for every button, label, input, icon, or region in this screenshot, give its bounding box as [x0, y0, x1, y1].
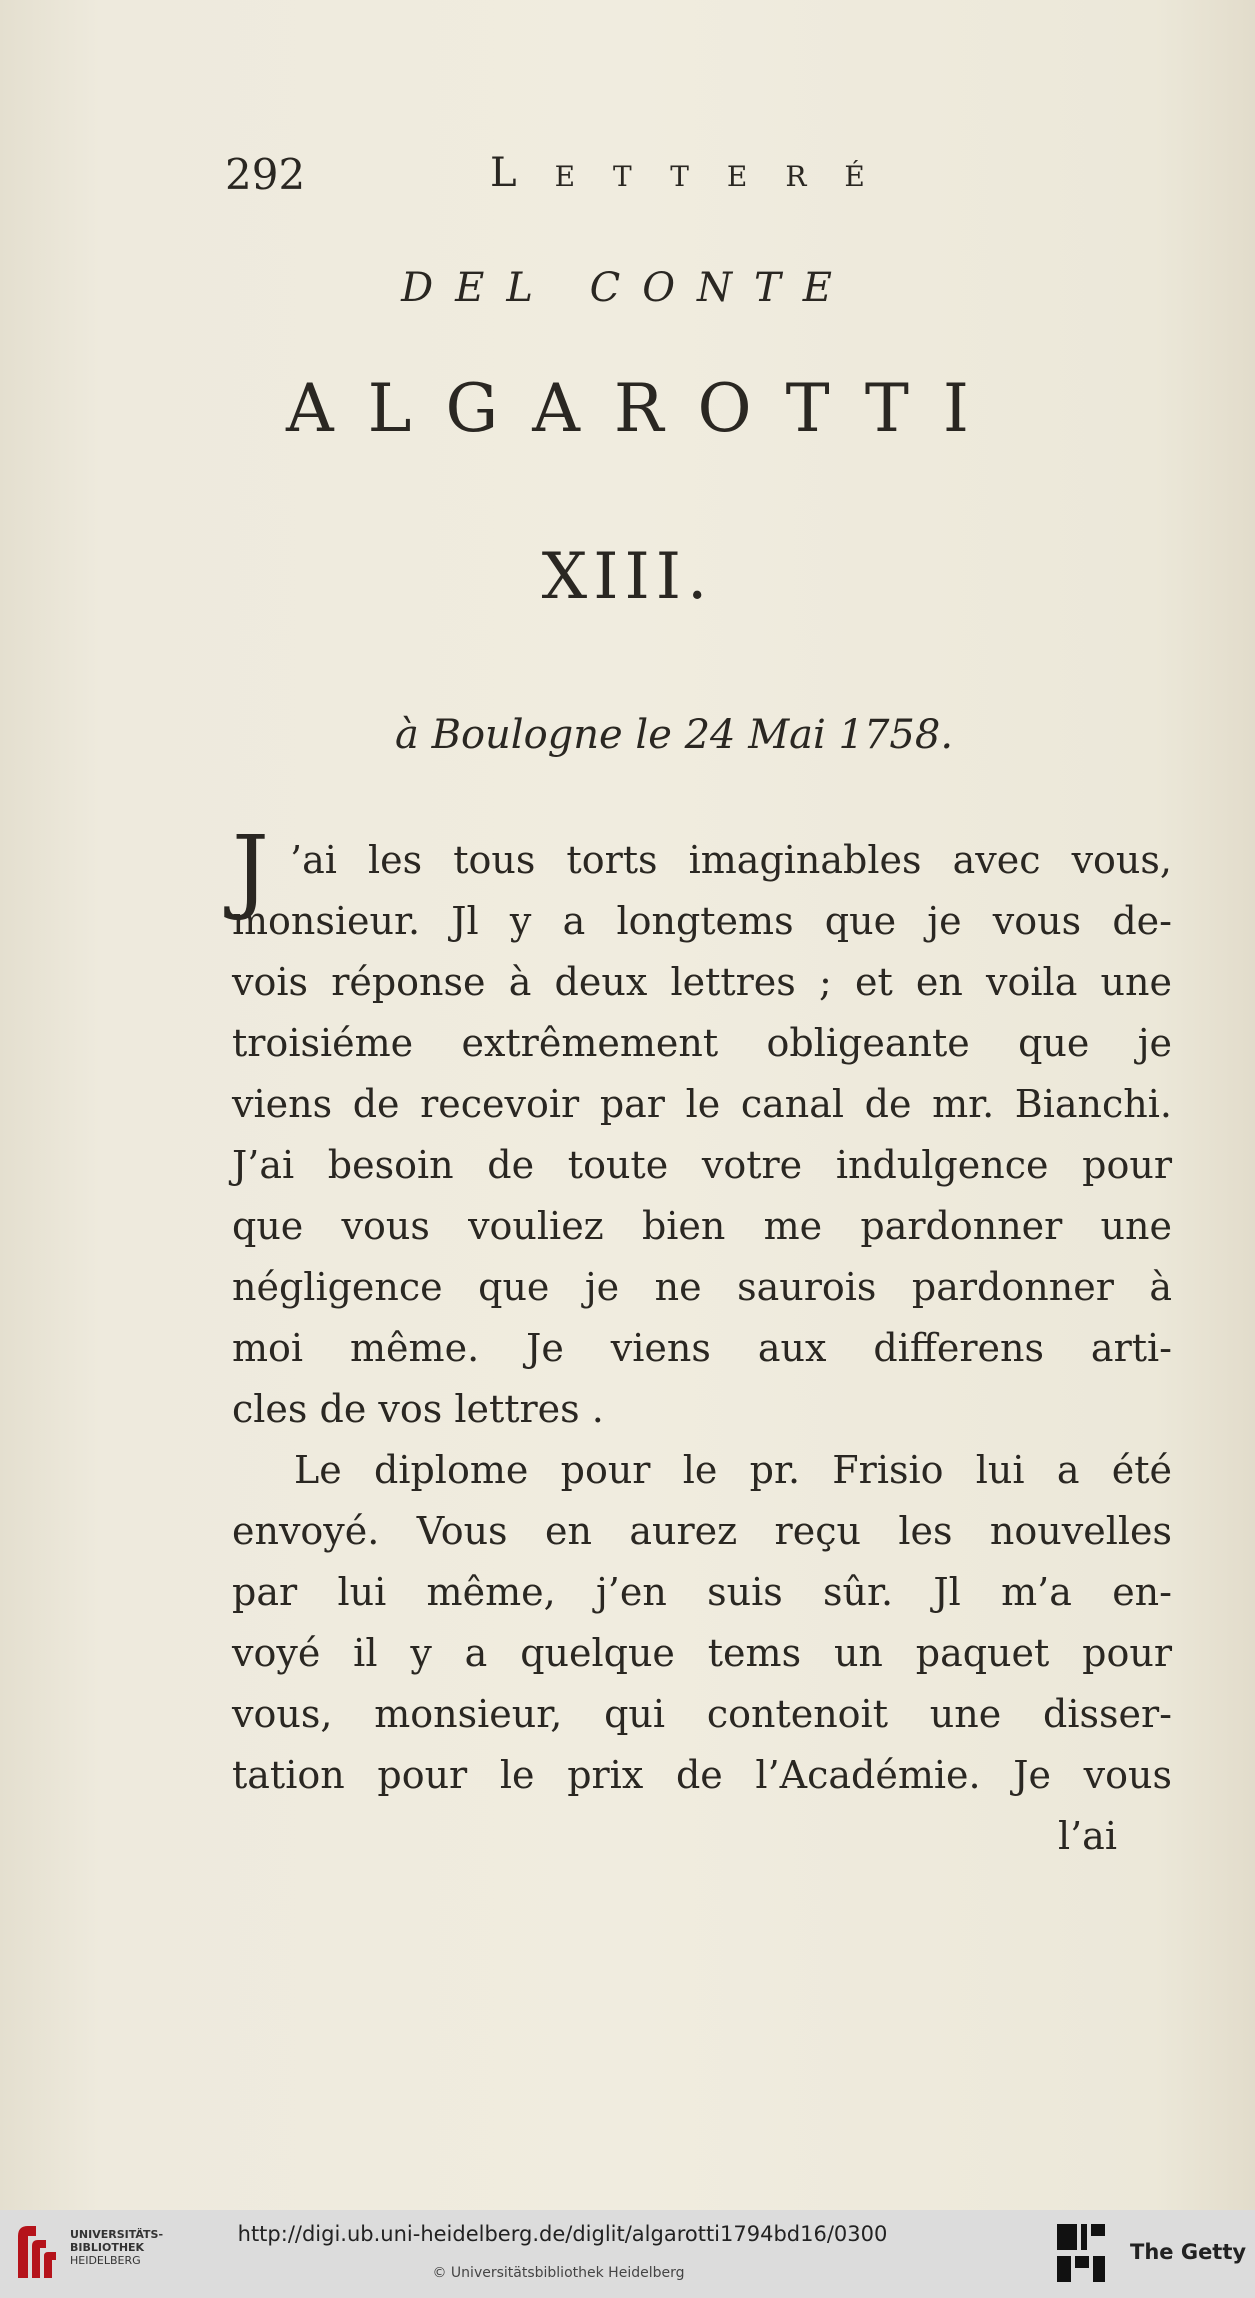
getty-logo-icon[interactable]: [1055, 2222, 1107, 2284]
text-line: envoyé. Vous en aurez reçu les nouvelles: [232, 1509, 1172, 1553]
text-line: cles de vos lettres .: [232, 1387, 604, 1431]
catchword: l’ai: [1057, 1814, 1117, 1858]
text-line: négligence que je ne saurois pardonner à: [232, 1265, 1172, 1309]
text-line: par lui même, j’en suis sûr. Jl m’a en-: [232, 1570, 1172, 1614]
title-line-del-conte: DEL CONTE: [401, 265, 854, 311]
title-line-algarotti: ALGAROTTI: [285, 370, 1004, 447]
page-number: 292: [225, 150, 306, 199]
text-line: voyé il y a quelque tems un paquet pour: [232, 1631, 1172, 1675]
text-line: viens de recevoir par le canal de mr. Bianchi.: [232, 1082, 1172, 1126]
page-header: [225, 150, 925, 210]
letter-number: XIII.: [541, 540, 714, 614]
getty-name: The Getty: [1130, 2240, 1247, 2264]
copyright-notice: © Universitätsbibliothek Heidelberg: [432, 2265, 685, 2281]
text-line: tation pour le prix de l’Académie. Je vous: [232, 1753, 1172, 1797]
text-line: vois réponse à deux lettres ; et en voila une: [232, 960, 1172, 1004]
letter-body: [232, 816, 1172, 1867]
text-line: troisiéme extrêmement obligeante que je: [232, 1021, 1172, 1065]
text-line: moi même. Je viens aux differens arti-: [232, 1326, 1172, 1370]
permalink-url[interactable]: http://digi.ub.uni-heidelberg.de/diglit/algarotti1794bd16/0300: [237, 2222, 888, 2246]
text-line: ’ai les tous torts imaginables avec vous,: [290, 838, 1172, 882]
drop-cap: J: [232, 816, 269, 923]
text-line: J’ai besoin de toute votre indulgence pour: [232, 1143, 1172, 1187]
footer-bar: [0, 2210, 1255, 2298]
text-line: Le diplome pour le pr. Frisio lui a été: [294, 1448, 1172, 1492]
text-line: vous, monsieur, qui contenoit une disser-: [232, 1692, 1172, 1736]
text-line: monsieur. Jl y a longtems que je vous de-: [232, 899, 1172, 943]
dateline: à Boulogne le 24 Mai 1758.: [395, 712, 954, 758]
ub-heidelberg-name: UNIVERSITÄTS- BIBLIOTHEK HEIDELBERG: [70, 2228, 164, 2267]
text-line: que vous vouliez bien me pardonner une: [232, 1204, 1172, 1248]
running-title: Letteré: [490, 150, 903, 196]
